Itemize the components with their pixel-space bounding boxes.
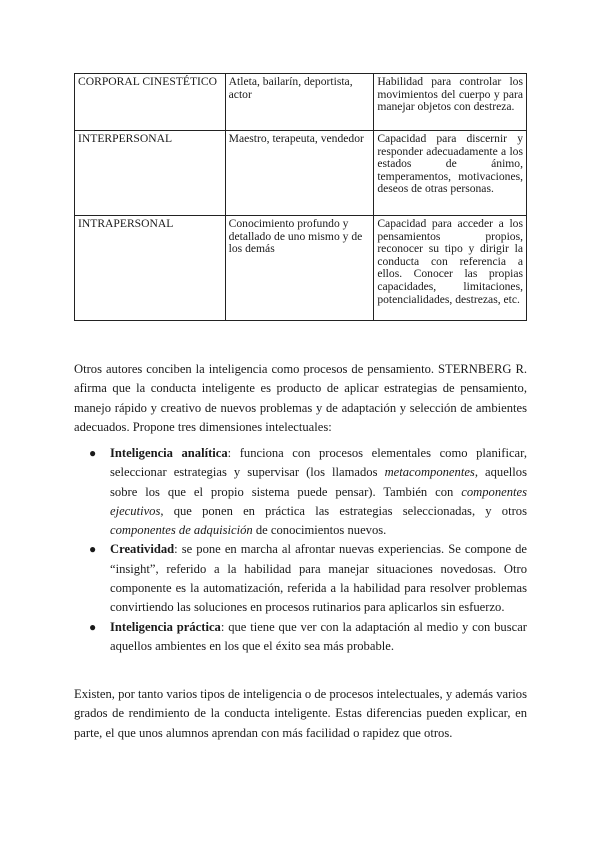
table-row — [75, 74, 527, 131]
list-item-text: , que ponen en práctica las estrategias seleccionadas, y otros — [160, 503, 527, 518]
table-cell-type: INTERPERSONAL — [75, 131, 226, 216]
list-item-term: Creatividad — [110, 542, 175, 557]
table-cell-profession: Maestro, terapeuta, vendedor — [225, 131, 374, 216]
table-row — [75, 216, 527, 321]
closing-paragraph: Existen, por tanto varios tipos de inteligencia o de procesos intelectuales, y además varios grados de rendimiento de la conducta inteligente. Estas diferencias pueden explicar, en parte, el que unos alumnos aprendan con más facilidad o rapidez que otros. — [74, 687, 527, 740]
list-item — [74, 444, 527, 540]
list-item-text: : funciona con procesos elementales como planificar, seleccionar estrategias y supervisar (los llamados — [110, 446, 527, 480]
table-cell-type: INTRAPERSONAL — [75, 216, 226, 321]
list-item-term: Inteligencia práctica — [110, 619, 221, 634]
table-cell-description: Habilidad para controlar los movimientos del cuerpo y para manejar objetos con destreza. — [374, 74, 527, 131]
table-row — [75, 131, 527, 216]
list-item-italic: componentes de adquisición — [110, 523, 253, 538]
list-item-italic: componentes ejecutivos — [110, 484, 527, 518]
list-item-italic: metacomponentes — [384, 465, 475, 480]
intro-paragraph: Otros autores conciben la inteligencia como procesos de pensamiento. STERNBERG R. afirma que la conducta inteligente es producto de aplicar estrategias de pensamiento, manejo rápido y creativo de nuevos problemas y de adaptación y selección de ambientes adecuados. Propone tres dimensiones intelectuales: — [74, 362, 527, 434]
table-cell-profession: Atleta, bailarín, deportista, actor — [225, 74, 374, 131]
dimensions-list — [74, 444, 527, 656]
intelligence-types-table — [74, 73, 527, 321]
list-item-text: : que tiene que ver con la adaptación al medio y con buscar aquellos ambientes en los que el éxito sea más probable. — [110, 619, 527, 653]
list-item-term: Inteligencia analítica — [110, 446, 228, 460]
table-cell-description: Capacidad para discernir y responder adecuadamente a los estados de ánimo, temperamentos, motivaciones, deseos de otras personas. — [374, 131, 527, 216]
list-item-text: , aquellos sobre los que el propio sistema puede pensar). También con — [110, 465, 527, 499]
list-item-text: : se pone en marcha al afrontar nuevas experiencias. Se compone de “insight”, referido a la habilidad para manejar situaciones novedosas. Otro componente es la automatización, referida a la habilidad para resolver problemas convirtiendo las soluciones en procesos rutinarios para aplicarlos sin esfuerzo. — [110, 542, 527, 615]
bullet-icon: ● — [89, 619, 97, 634]
table-cell-profession: Conocimiento profundo y detallado de uno mismo y de los demás — [225, 216, 374, 321]
list-item-text: de conocimientos nuevos. — [252, 523, 387, 538]
table-cell-type: CORPORAL CINESTÉTICO — [75, 74, 226, 131]
bullet-icon: ● — [89, 446, 97, 460]
list-item — [74, 618, 527, 657]
table-cell-description: Capacidad para acceder a los pensamientos propios, reconocer su tipo y dirigir la conducta con referencia a ellos. Conocer las propias capacidades, limitaciones, potencialidades, destrezas, etc. — [374, 216, 527, 321]
list-item — [74, 540, 527, 617]
bullet-icon: ● — [89, 542, 97, 557]
